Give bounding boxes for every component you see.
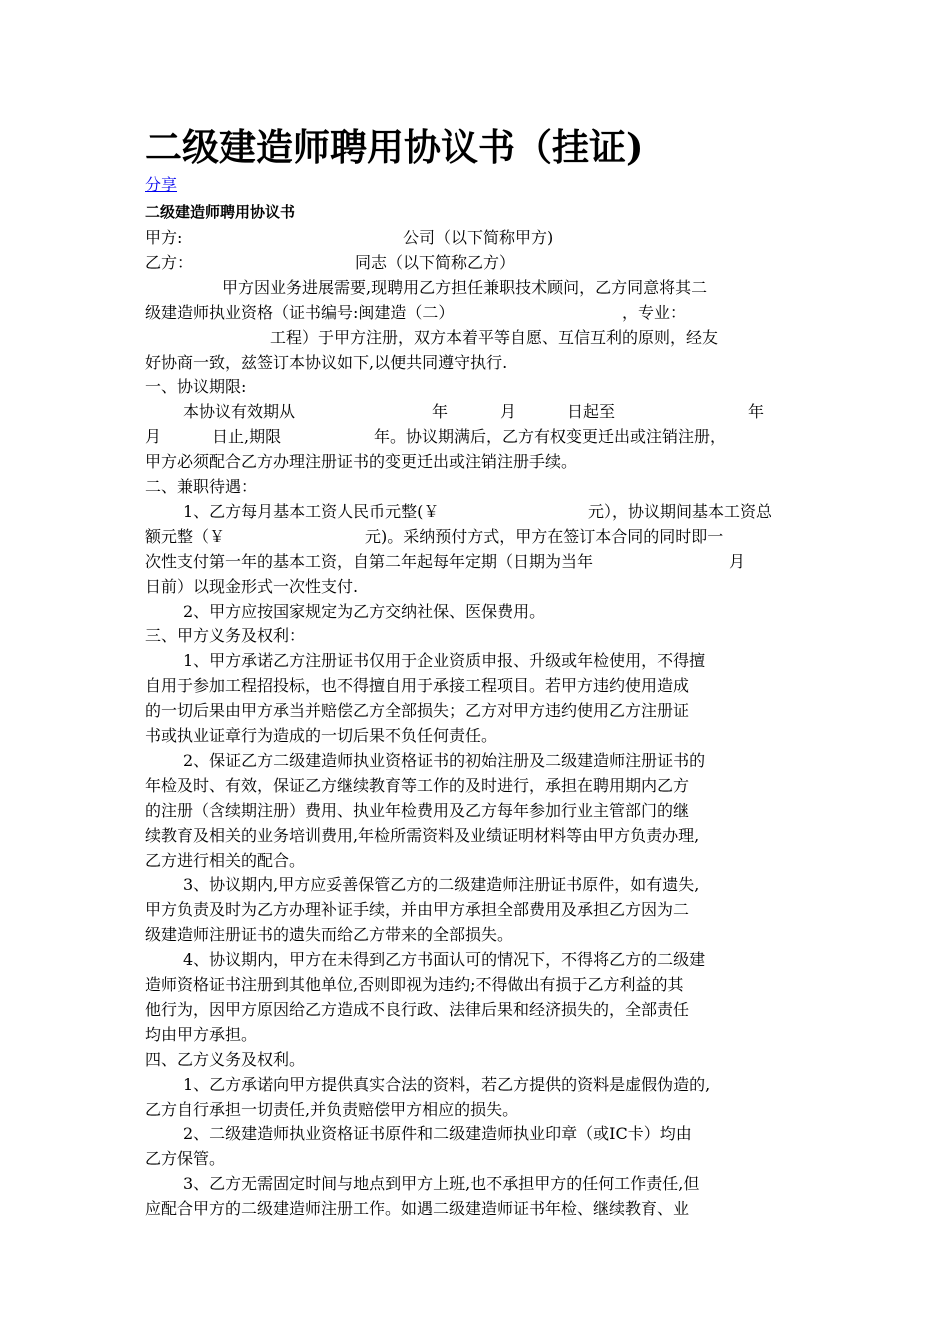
body-text-line: 元)。采纳预付方式，甲方在签订本合同的同时即一 bbox=[365, 526, 724, 546]
body-text-line: 月 bbox=[729, 551, 746, 571]
document-subtitle: 二级建造师聘用协议书 bbox=[145, 203, 296, 221]
body-text-line: 乙方： bbox=[145, 252, 194, 272]
body-text-line: 他行为，因甲方原因给乙方造成不良行政、法律后果和经济损失的，全部责任 bbox=[145, 999, 690, 1019]
body-text-line: 甲方负责及时为乙方办理补证手续，并由甲方承担全部费用及承担乙方因为二 bbox=[145, 900, 690, 920]
body-text-line: 书或执业证章行为造成的一切后果不负任何责任。 bbox=[145, 726, 498, 745]
body-text-line: 月 bbox=[145, 427, 162, 447]
body-text-line: 好协商一致，兹签订本协议如下,以便共同遵守执行. bbox=[145, 352, 508, 372]
body-text-line: 4、协议期内，甲方在未得到乙方书面认可的情况下，不得将乙方的二级建 bbox=[183, 950, 706, 970]
body-text-line: 2、二级建造师执业资格证书原件和二级建造师执业印章（或IC卡）均由 bbox=[183, 1124, 692, 1144]
body-text-line: ，专业： bbox=[622, 302, 687, 322]
body-text-line: 应配合甲方的二级建造师注册工作。如遇二级建造师证书年检、继续教育、业 bbox=[145, 1199, 690, 1219]
document-title: 二级建造师聘用协议书（挂证) bbox=[145, 125, 644, 169]
body-text-line: 甲方: bbox=[145, 228, 183, 247]
body-text-line: 乙方保管。 bbox=[145, 1149, 226, 1169]
body-text-line: 1、甲方承诺乙方注册证书仅用于企业资质申报、升级或年检使用，不得擅 bbox=[183, 651, 706, 671]
body-text-line: 同志（以下简称乙方） bbox=[355, 252, 516, 272]
body-text-line: 的注册（含续期注册）费用、执业年检费用及乙方每年参加行业主管部门的继 bbox=[145, 800, 690, 820]
body-text-line: 次性支付第一年的基本工资，自第二年起每年定期（日期为当年 bbox=[145, 551, 594, 571]
body-text-line: 级建造师执业资格（证书编号:闽建造（二） bbox=[145, 302, 455, 322]
body-text-line: 月 bbox=[500, 402, 517, 422]
body-text-line: 2、甲方应按国家规定为乙方交纳社保、医保费用。 bbox=[183, 601, 546, 621]
body-text-line: 均由甲方承担。 bbox=[145, 1024, 258, 1044]
body-text-line: 日前）以现金形式一次性支付. bbox=[145, 576, 359, 596]
body-text-line: 2、保证乙方二级建造师执业资格证书的初始注册及二级建造师注册证书的 bbox=[183, 750, 706, 770]
body-text-line: 续教育及相关的业务培训费用,年检所需资料及业绩证明材料等由甲方负责办理, bbox=[145, 825, 700, 845]
body-text-line: 二、兼职待遇： bbox=[145, 477, 258, 496]
body-text-line: 自用于参加工程招投标，也不得擅自用于承接工程项目。若甲方违约使用造成 bbox=[145, 676, 690, 696]
body-text-line: 甲方必须配合乙方办理注册证书的变更迁出或注销注册手续。 bbox=[145, 452, 578, 472]
body-text-line: 工程）于甲方注册，双方本着平等自愿、互信互利的原则，经友 bbox=[270, 327, 719, 347]
body-text-line: 本协议有效期从 bbox=[183, 402, 296, 422]
body-text-line: 3、乙方无需固定时间与地点到甲方上班,也不承担甲方的任何工作责任,但 bbox=[183, 1174, 700, 1194]
body-text-line: 1、乙方承诺向甲方提供真实合法的资料，若乙方提供的资料是虚假伪造的, bbox=[183, 1074, 711, 1094]
body-text-line: 乙方自行承担一切责任,并负责赔偿甲方相应的损失。 bbox=[145, 1099, 519, 1119]
body-text-line: 四、乙方义务及权利。 bbox=[145, 1049, 306, 1069]
body-text-line: 年检及时、有效，保证乙方继续教育等工作的及时进行，承担在聘用期内乙方 bbox=[145, 775, 690, 795]
body-text-line: 元），协议期间基本工资总 bbox=[588, 501, 773, 521]
body-text-line: 1、乙方每月基本工资人民币元整(￥ bbox=[183, 501, 440, 521]
body-text-line: 级建造师注册证书的遗失而给乙方带来的全部损失。 bbox=[145, 925, 514, 945]
body-text-line: 甲方因业务进展需要,现聘用乙方担任兼职技术顾问，乙方同意将其二 bbox=[222, 277, 708, 297]
body-text-line: 3、协议期内,甲方应妥善保管乙方的二级建造师注册证书原件，如有遗失, bbox=[183, 875, 700, 895]
body-text-line: 造师资格证书注册到其他单位,否则即视为违约;不得做出有损于乙方利益的其 bbox=[145, 975, 684, 994]
body-text-line: 日起至 bbox=[567, 402, 616, 422]
body-text-line: 乙方进行相关的配合。 bbox=[145, 850, 306, 870]
body-text-line: 年。协议期满后，乙方有权变更迁出或注销注册， bbox=[374, 427, 727, 447]
body-text-line: 额元整（￥ bbox=[145, 526, 226, 546]
body-text-line: 年 bbox=[748, 402, 765, 422]
body-text-line: 日止,期限 bbox=[212, 427, 282, 447]
body-text-line: 三、甲方义务及权利： bbox=[145, 626, 306, 646]
body-text-line: 一、协议期限: bbox=[145, 377, 247, 397]
share-link[interactable]: 分享 bbox=[145, 177, 178, 194]
body-text-line: 的一切后果由甲方承当并赔偿乙方全部损失；乙方对甲方违约使用乙方注册证 bbox=[145, 701, 690, 721]
body-text-line: 公司（以下简称甲方) bbox=[403, 228, 554, 247]
body-text-line: 年 bbox=[432, 402, 449, 422]
